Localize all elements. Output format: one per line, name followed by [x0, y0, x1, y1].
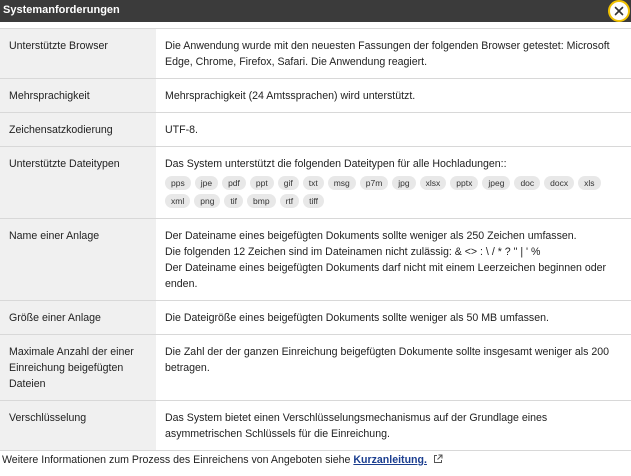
table-row	[0, 301, 631, 335]
table-row	[0, 335, 631, 401]
row-label: Maximale Anzahl der einer Einreichung beigefügten Dateien	[0, 335, 156, 401]
file-type-chip: xml	[165, 194, 190, 208]
file-type-chip: pptx	[450, 176, 478, 190]
row-value	[156, 79, 631, 113]
row-label: Unterstützte Dateitypen	[0, 147, 156, 219]
row-value	[156, 29, 631, 79]
file-type-chip: ppt	[250, 176, 274, 190]
file-type-list	[165, 174, 615, 210]
dialog-title: Systemanforderungen	[3, 4, 120, 16]
file-type-chip: msg	[328, 176, 356, 190]
row-value-line: UTF-8.	[165, 124, 198, 136]
table-row	[0, 401, 631, 451]
file-type-chip: p7m	[360, 176, 389, 190]
row-value	[156, 219, 631, 301]
table-row	[0, 219, 631, 301]
row-label: Verschlüsselung	[0, 401, 156, 451]
file-type-chip: bmp	[247, 194, 276, 208]
file-type-chip: xlsx	[420, 176, 447, 190]
file-type-chip: txt	[303, 176, 324, 190]
row-value-line: Mehrsprachigkeit (24 Amtssprachen) wird unterstützt.	[165, 90, 416, 102]
footer-text: Weitere Informationen zum Prozess des Einreichens von Angeboten siehe	[2, 454, 351, 466]
file-type-chip: doc	[514, 176, 540, 190]
table-row	[0, 113, 631, 147]
file-type-chip: xls	[578, 176, 600, 190]
footer-note	[2, 454, 443, 466]
table-row	[0, 29, 631, 79]
file-type-chip: png	[194, 194, 220, 208]
file-type-chip: jpe	[195, 176, 218, 190]
close-button[interactable]	[608, 0, 630, 22]
row-value-line: Der Dateiname eines beigefügten Dokuments sollte weniger als 250 Zeichen umfassen.	[165, 230, 577, 242]
row-value-line: Das System bietet einen Verschlüsselungsmechanismus auf der Grundlage eines asymmetrischen Schlüssels für die Einreichung.	[165, 412, 548, 440]
file-type-chip: tif	[224, 194, 243, 208]
row-label: Mehrsprachigkeit	[0, 79, 156, 113]
row-value-line: Die Zahl der der ganzen Einreichung beigefügten Dokumente sollte insgesamt weniger als 200 betragen.	[165, 346, 610, 374]
row-label: Zeichensatzkodierung	[0, 113, 156, 147]
row-value	[156, 301, 631, 335]
file-type-chip: tiff	[303, 194, 324, 208]
row-label: Name einer Anlage	[0, 219, 156, 301]
row-value	[156, 335, 631, 401]
close-icon	[614, 6, 624, 16]
file-type-chip: docx	[544, 176, 574, 190]
file-type-chip: jpg	[392, 176, 415, 190]
row-value-line: Das System unterstützt die folgenden Dateitypen für alle Hochladungen::	[165, 158, 507, 170]
file-type-chip: pdf	[222, 176, 246, 190]
row-value	[156, 147, 631, 219]
table-row	[0, 147, 631, 219]
row-value	[156, 401, 631, 451]
row-value-line: Die Anwendung wurde mit den neuesten Fassungen der folgenden Browser getestet: Microsoft Edge, Chrome, Firefox, Safari. Die Anwendung reagiert.	[165, 40, 610, 68]
file-type-chip: rtf	[280, 194, 300, 208]
external-link-icon	[433, 454, 443, 464]
file-type-chip: pps	[165, 176, 191, 190]
dialog-header	[0, 0, 631, 22]
requirements-table	[0, 28, 631, 451]
row-value-line: Der Dateiname eines beigefügten Dokuments darf nicht mit einem Leerzeichen beginnen oder enden.	[165, 262, 607, 290]
row-value	[156, 113, 631, 147]
row-label: Größe einer Anlage	[0, 301, 156, 335]
row-label: Unterstützte Browser	[0, 29, 156, 79]
row-value-line: Die folgenden 12 Zeichen sind im Dateinamen nicht zulässig: & <> : \ / * ? " | ' %	[165, 246, 541, 258]
row-value-line: Die Dateigröße eines beigefügten Dokuments sollte weniger als 50 MB umfassen.	[165, 312, 549, 324]
file-type-chip: jpeg	[482, 176, 510, 190]
table-row	[0, 79, 631, 113]
quick-guide-link[interactable]: Kurzanleitung.	[353, 454, 427, 466]
file-type-chip: gif	[278, 176, 299, 190]
